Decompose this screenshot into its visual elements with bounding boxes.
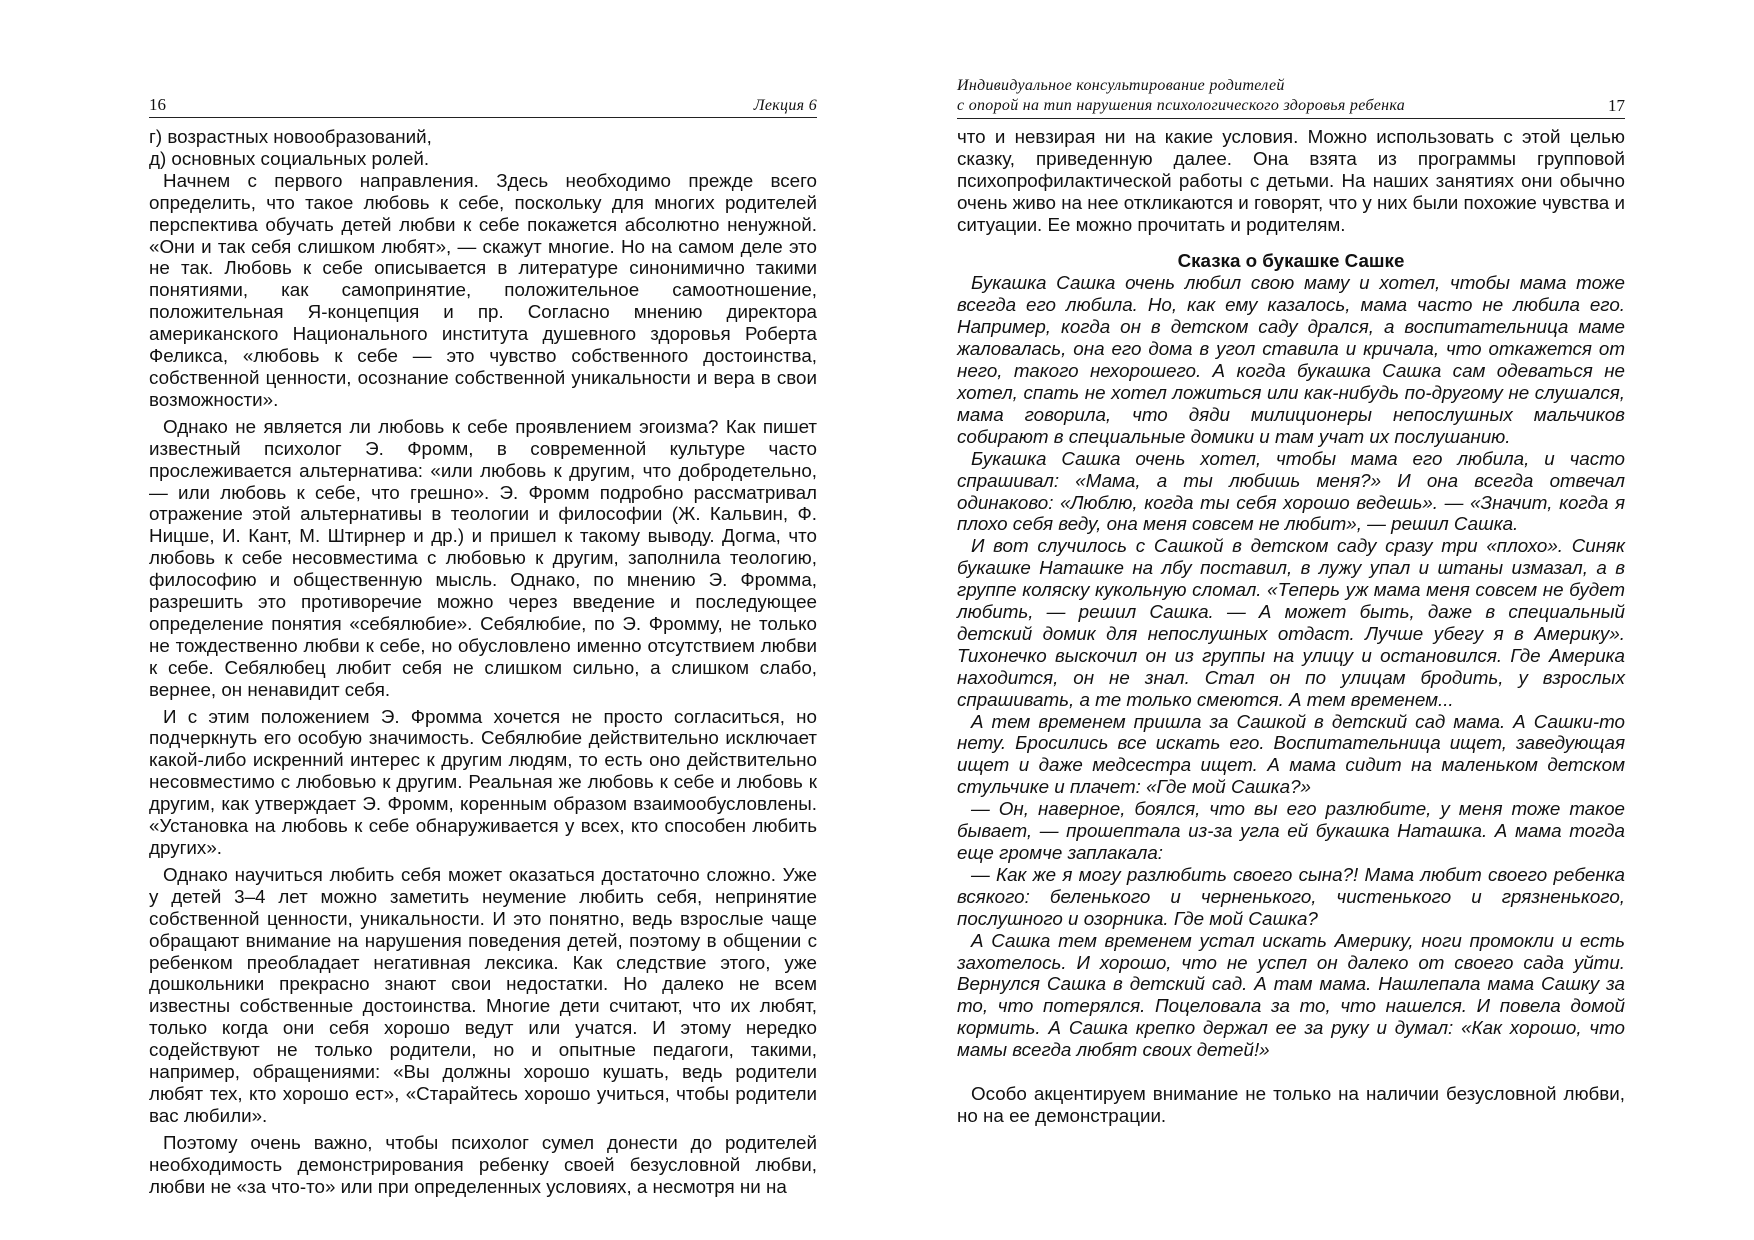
page-number-right: 17	[1608, 96, 1625, 115]
running-title-right	[957, 76, 1405, 116]
paragraph: Однако научиться любить себя может оказаться достаточно сложно. Уже у детей 3–4 лет можно заметить неумение любить себя, непринятие собственной ценности, уникальности. И это понятно, ведь взрослые чаще обращают внимание на нарушения поведения детей, поэтому в общении с ребенком преобладает негативная лексика. Как следствие этого, уже дошкольники прекрасно знают свои недостатки. Но далеко не всем известны собственные достоинства. Многие дети считают, что их любят, только когда они себя хорошо ведут или учатся. И этому нередко содействуют не только родители, но и опытные педагоги, такими, например, обращениями: «Вы должны хорошо кушать, ведь родители любят тех, кто хорошо ест», «Старайтесь хорошо учиться, чтобы родители вас любили».	[149, 863, 817, 1126]
paragraph: что и невзирая ни на какие условия. Можно использовать с этой целью сказку, приведенную далее. Она взята из программы групповой психопрофилактической работы с детьми. На наших занятиях они обычно очень живо на нее откликаются и говорят, что у них были похожие чувства и ситуации. Ее можно прочитать и родителям.	[957, 126, 1625, 235]
running-title-left: Лекция 6	[753, 97, 817, 114]
page-number-left: 16	[149, 95, 166, 114]
tale-paragraph: А Сашка тем временем устал искать Америку, ноги промокли и есть захотелось. И хорошо, что не успел он далеко от своего сада уйти. Вернулся Сашка в детский сад. А там мама. Нашлепала мама Сашку за то, что потерялся. Поцеловала за то, что нашелся. И повела домой кормить. А Сашка крепко держал ее за руку и думал: «Как хорошо, что мамы всегда любят своих детей!»	[957, 929, 1625, 1061]
right-body-text	[957, 126, 1625, 1127]
running-title-line2: с опорой на тип нарушения психологического здоровья ребенка	[957, 97, 1406, 114]
tale-paragraph: А тем временем пришла за Сашкой в детский сад мама. А Сашки-то нету. Бросились все искать его. Воспитательница ищет, заведующая ищет и даже медсестра ищет. А мама сидит на маленьком детском стульчике и плачет: «Где мой Сашка?»	[957, 710, 1625, 798]
paragraph: Начнем с первого направления. Здесь необходимо прежде всего определить, что такое любовь к себе, поскольку для многих родителей перспектива обучать детей любви к себе покажется абсолютно ненужной. «Они и так себя слишком любят», — скажут многие. Но на самом деле это не так. Любовь к себе описывается в литературе синонимично такими понятиями, как самопринятие, положительное самоотношение, положительная Я-концепция и пр. Согласно мнению директора американского Национального института душевного здоровья Роберта Феликса, «любовь к себе — это чувство собственного достоинства, собственной ценности, осознание собственной уникальности и вера в свои возможности».	[149, 169, 817, 410]
tale-paragraph: И вот случилось с Сашкой в детском саду сразу три «плохо». Синяк букашке Наташке на лбу поставил, в лужу упал и штаны измазал, а в группе коляску кукольную сломал. «Теперь уж мама меня совсем не будет любить, — решил Сашка. — А может быть, даже в специальный детский домик для непослушных отдаст. Лучше убегу я в Америку». Тихонечко выскочил он из группы на улицу и остановился. Где Америка находится, он не знал. Стал он по улицам бродить, у взрослых спрашивать, а те только смеются. А тем временем...	[957, 535, 1625, 710]
list-item: г) возрастных новообразований,	[149, 126, 432, 147]
left-running-head	[149, 95, 817, 118]
left-body-text	[149, 126, 817, 1198]
tale-paragraph: — Он, наверное, боялся, что вы его разлюбите, у меня тоже такое бывает, — прошептала из-за угла ей букашка Наташка. А мама тогда еще громче заплакала:	[957, 798, 1625, 863]
right-running-head	[957, 78, 1625, 119]
list-item: д) основных социальных ролей.	[149, 147, 430, 169]
tale-text	[957, 272, 1625, 1061]
paragraph: И с этим положением Э. Фромма хочется не просто согласиться, но подчеркнуть его особую значимость. Себялюбие действительно исключает какой-либо искренний интерес к другим людям, то есть оно действительно несовместимо с любовью к другим. Реальная же любовь к себе и любовь к другим, как утверждает Э. Фромм, коренным образом взаимообусловлены. «Установка на любовь к себе обнаруживается у всех, кто способен любить других».	[149, 705, 817, 858]
running-title-line1: Индивидуальное консультирование родителей	[957, 77, 1285, 94]
paragraph: Поэтому очень важно, чтобы психолог сумел донести до родителей необходимость демонстрирования ребенку своей безусловной любви, любви не «за что-то» или при определенных условиях, а несмотря ни на	[149, 1131, 817, 1197]
tale-paragraph: Букашка Сашка очень хотел, чтобы мама его любила, и часто спрашивал: «Мама, а ты любишь меня?» И она всегда отвечал одинаково: «Люблю, когда ты себя хорошо ведешь». — «Значит, когда я плохо себя веду, она меня совсем не любит», — решил Сашка.	[957, 447, 1625, 535]
closing-paragraph: Особо акцентируем внимание не только на наличии безусловной любви, но на ее демонстрации.	[957, 1083, 1625, 1126]
tale-paragraph: Букашка Сашка очень любил свою маму и хотел, чтобы мама тоже всегда его любила. Но, как ему казалось, мама часто не любила его. Например, когда он в детском саду дрался, а воспитательница маме жаловалась, она его дома в угол ставила и кричала, что откажется от него, такого нехорошего. А когда букашка Сашка сам одеваться не хотел, спать не хотел ложиться или как-нибудь по-другому не слушался, мама говорила, что дяди милиционеры непослушных мальчиков собирают в специальные домики и там учат их послушанию.	[957, 272, 1625, 447]
tale-heading: Сказка о букашке Сашке	[1177, 249, 1405, 271]
paragraph: Однако не является ли любовь к себе проявлением эгоизма? Как пишет известный психолог Э. Фромм, в современной культуре часто прослеживается альтернатива: «или любовь к другим, что добродетельно, — или любовь к себе, что грешно». Э. Фромм подробно рассматривал отражение этой альтернативы в теологии и философии (Ж. Кальвин, Ф. Ницше, И. Кант, М. Штирнер и др.) и пришел к такому выводу. Догма, что любовь к себе несовместима с любовью к другим, заполнила теологию, философию и общественную мысль. Однако, по мнению Э. Фромма, разрешить это противоречие можно через введение и последующее определение понятия «себялюбие». Себялюбие, по Э. Фромму, не только не тождественно любви к себе, но обусловлено именно отсутствием любви к себе. Себялюбец любит себя не слишком сильно, а слишком слабо, вернее, он ненавидит себя.	[149, 415, 817, 700]
right-page	[877, 0, 1754, 1240]
tale-paragraph: — Как же я могу разлюбить своего сына?! Мама любит своего ребенка всякого: беленького и черненького, чистенького и грязненького, послушного и озорника. Где мой Сашка?	[957, 863, 1625, 929]
